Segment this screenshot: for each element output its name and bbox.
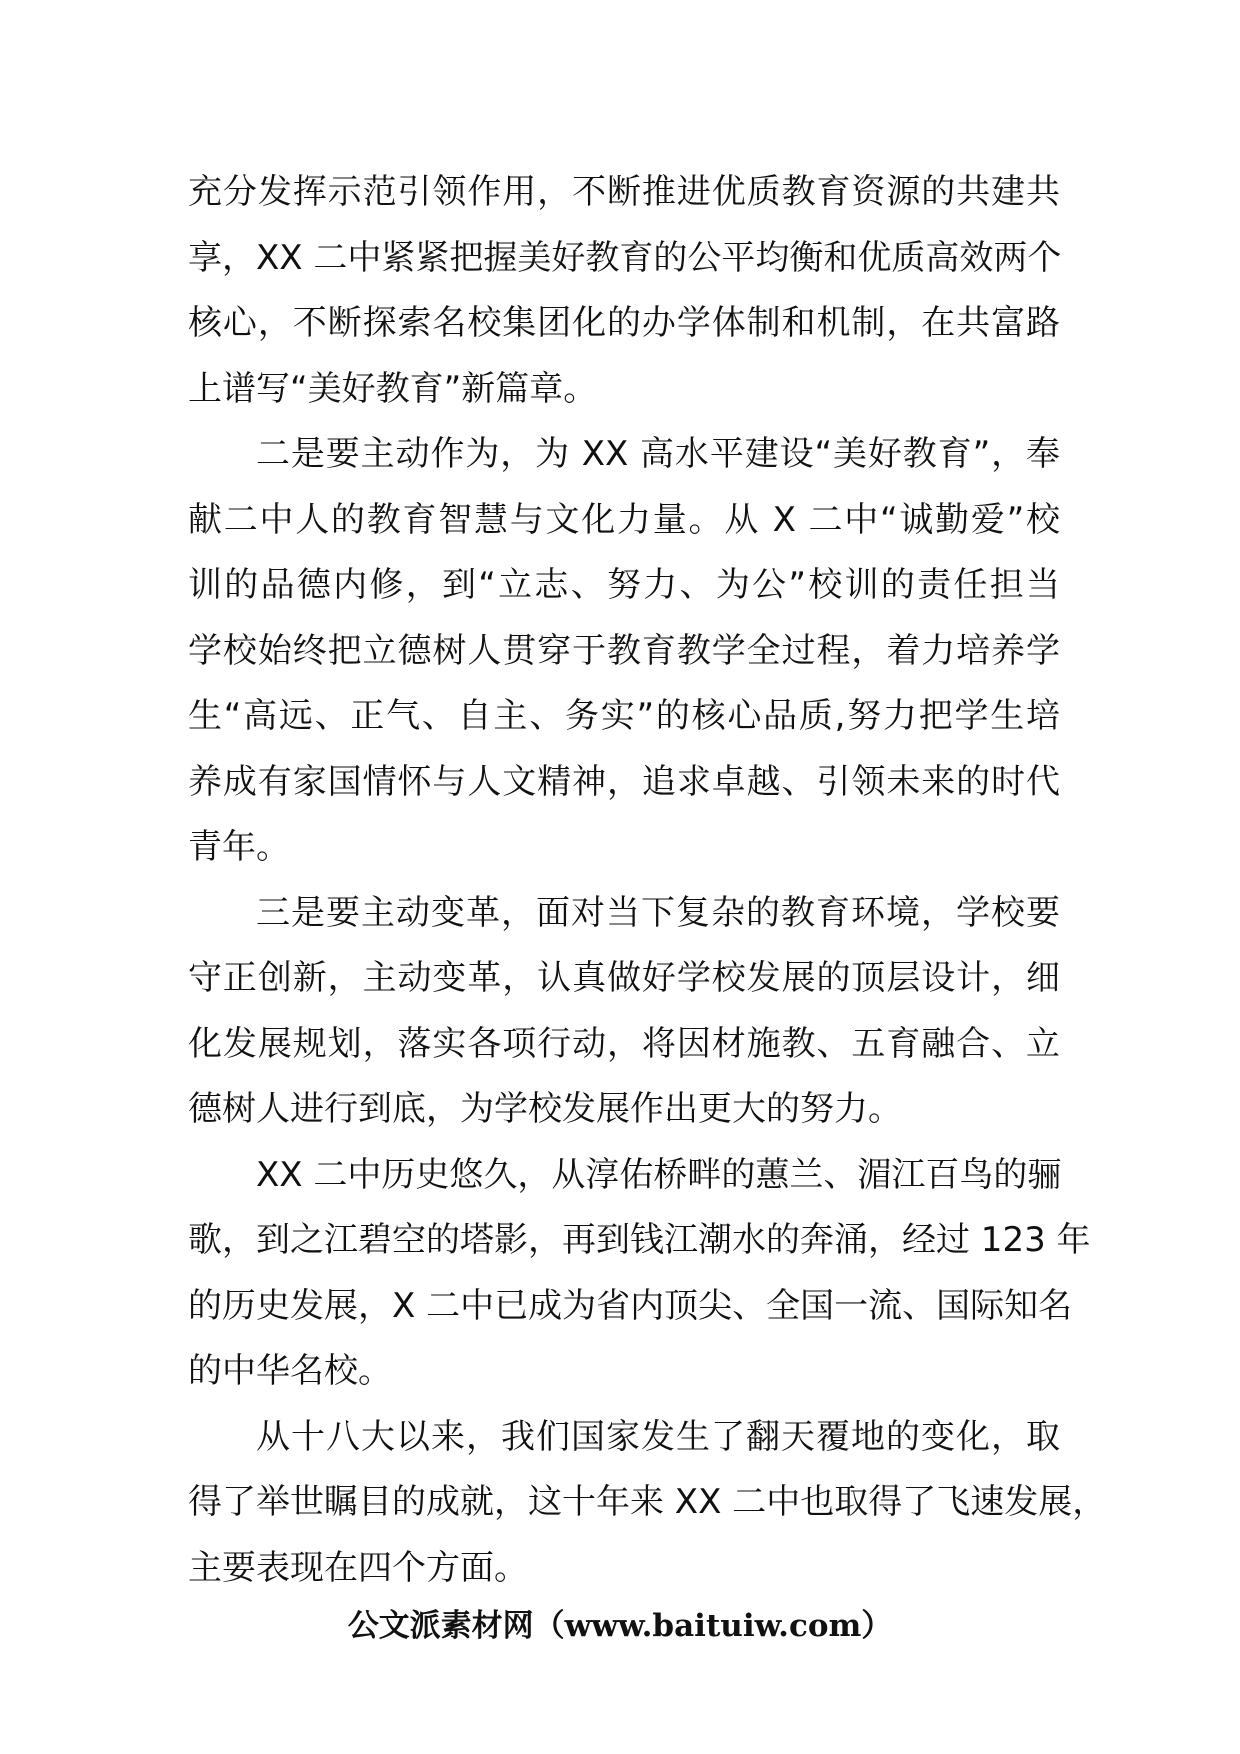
text-line: 养成有家国情怀与人文精神，追求卓越、引领未来的时代 [188, 761, 1060, 802]
text-line: 青年。 [188, 827, 290, 867]
text-line: 的历史发展，X 二中已成为省内顶尖、全国一流、国际知名 [188, 1285, 1073, 1326]
text-line: 生“高远、正气、自主、务实”的核心品质,努力把学生培 [188, 696, 1060, 736]
text-line: 训的品德内修，到“立志、努力、为公”校训的责任担当 [188, 565, 1060, 605]
text-line: 充分发挥示范引领作用，不断推进优质教育资源的共建共 [188, 172, 1060, 212]
paragraph-start-line: 三是要主动变革，面对当下复杂的教育环境，学校要 [256, 892, 1060, 933]
footer-source: 公文派素材网（www.baituiw.com） [347, 1608, 893, 1644]
text-line: 守正创新，主动变革，认真做好学校发展的顶层设计，细 [188, 958, 1060, 998]
text-line: 献二中人的教育智慧与文化力量。从 X 二中“诚勤爱”校 [188, 499, 1060, 540]
text-line: 歌，到之江碧空的塔影，再到钱江潮水的奔涌，经过 123 年 [188, 1220, 1091, 1260]
paragraph-start-line: XX 二中历史悠久，从淳佑桥畔的蕙兰、湄江百鸟的骊 [256, 1154, 1062, 1195]
paragraph-start-line: 二是要主动作为，为 XX 高水平建设“美好教育”，奉 [256, 434, 1060, 474]
text-line: 学校始终把立德树人贯穿于教育教学全过程，着力培养学 [188, 630, 1060, 671]
text-line: 核心，不断探索名校集团化的办学体制和机制，在共富路 [188, 303, 1060, 343]
document-body [188, 160, 1107, 1601]
text-line: 德树人进行到底，为学校发展作出更大的努力。 [188, 1089, 902, 1129]
text-line: 享，XX 二中紧紧把握美好教育的公平均衡和优质高效两个 [188, 237, 1062, 278]
text-line: 化发展规划，落实各项行动，将因材施教、五育融合、立 [188, 1023, 1060, 1064]
text-line: 的中华名校。 [188, 1351, 392, 1391]
text-line: 主要表现在四个方面。 [188, 1547, 528, 1588]
text-line: 得了举世瞩目的成就，这十年来 XX 二中也取得了飞速发展， [188, 1482, 1107, 1522]
text-line: 上谱写“美好教育”新篇章。 [188, 368, 598, 409]
paragraph-start-line: 从十八大以来，我们国家发生了翻天覆地的变化，取 [256, 1416, 1060, 1457]
